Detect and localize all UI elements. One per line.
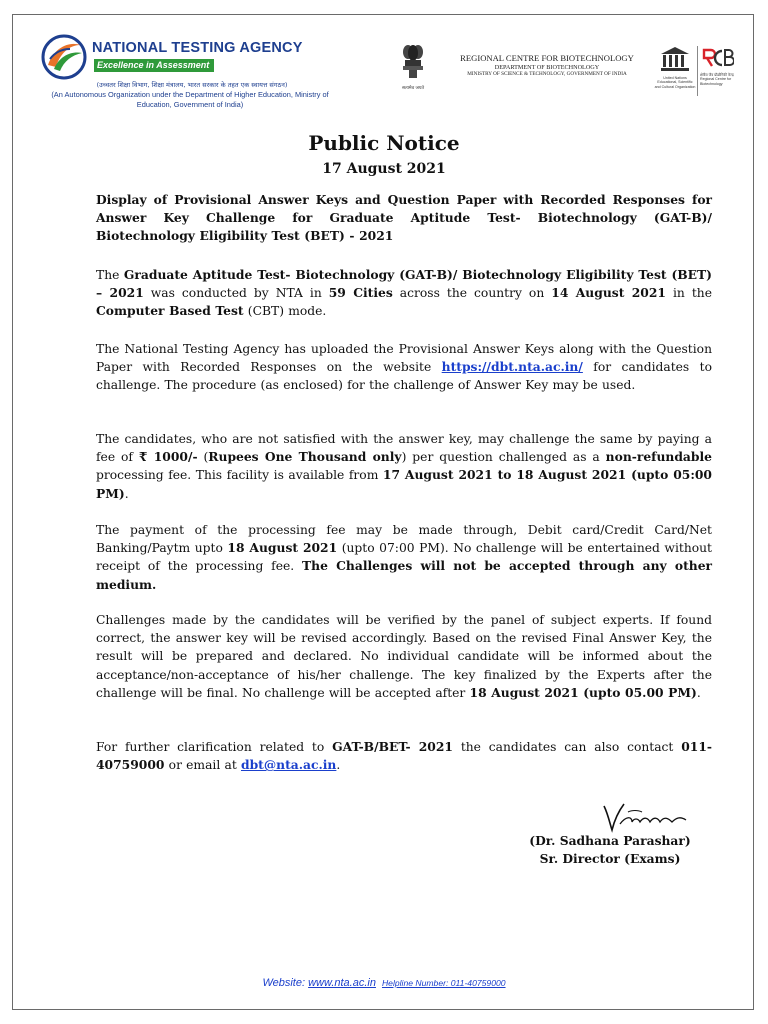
signature-image <box>598 800 690 834</box>
rcb-logo-caption: क्षेत्रीय जैव प्रौद्योगिकी केन्द्र Regional Centre for Biotechnology <box>700 73 734 86</box>
paragraph-payment: The payment of the processing fee may be made through, Debit card/Credit Card/Net Banking/Paytm upto 18 August 2021 (upto 07:00 PM). No challenge will be entertained without receipt of the processing fee. The Challenges will not be accepted through any other medium. <box>96 523 712 592</box>
signatory-name: (Dr. Sadhana Parashar) <box>529 833 691 848</box>
footer <box>0 977 768 989</box>
rcb-title: REGIONAL CENTRE FOR BIOTECHNOLOGY <box>460 53 634 63</box>
website-link[interactable]: https://dbt.nta.ac.in/ <box>441 359 583 375</box>
signatory-designation: Sr. Director (Exams) <box>539 851 681 867</box>
notice-title: Public Notice <box>308 131 460 155</box>
helpline-number: Helpline Number: 011-40759000 <box>381 978 506 988</box>
nta-description: (An Autonomous Organization under the Department of Higher Education, Ministry of Education, Government of India) <box>51 90 329 109</box>
notice-date: 17 August 2021 <box>322 161 446 177</box>
rcb-logo-icon <box>702 46 734 70</box>
paragraph-answer-keys: The National Testing Agency has uploaded the Provisional Answer Keys along with the Question Paper with Recorded Responses on the website https://dbt.nta.ac.in/ for candidates to challenge. The procedure (as enclosed) for the challenge of Answer Key may be used. <box>96 342 713 393</box>
rcb-ministry: MINISTRY OF SCIENCE & TECHNOLOGY, GOVERNMENT OF INDIA <box>467 71 627 77</box>
notice-subject: Display of Provisional Answer Keys and Question Paper with Recorded Responses for Answer Key Challenge for Graduate Aptitude Test- Biotechnology (GAT-B)/ Biotechnology Eligibility Test (BET) - 2021 <box>96 192 712 244</box>
nta-name: NATIONAL TESTING AGENCY <box>92 40 303 56</box>
email-link[interactable]: dbt@nta.ac.in <box>240 757 337 773</box>
paragraph-verification: Challenges made by the candidates will be verified by the panel of subject experts. If found correct, the answer key will be revised accordingly. Based on the revised Final Answer Key, the result will be prepared and declared. No individual candidate will be informed about the acceptance/non-acceptance of his/her challenge. The key finalized by the Experts after the challenge will be final. No challenge will be accepted after 18 August 2021 (upto 05.00 PM). <box>96 613 712 700</box>
footer-website-link[interactable]: www.nta.ac.in <box>308 977 376 989</box>
emblem-caption: सत्यमेव जयते <box>401 86 425 91</box>
unesco-caption: United Nations Educational, Scientific and Cultural Organization <box>654 76 696 89</box>
signatory-block <box>520 832 700 868</box>
unesco-logo-icon <box>660 46 690 72</box>
nta-hindi-subtitle: (उच्चतर शिक्षा विभाग, शिक्षा मंत्रालय, भारत सरकार के तहत एक स्वायत्त संगठन) <box>96 81 288 89</box>
national-emblem-icon <box>400 42 426 82</box>
website-label: Website: <box>262 977 309 989</box>
paragraph-contact: For further clarification related to GAT-B/BET- 2021 the candidates can also contact 011-40759000 or email at dbt@nta.ac.in. <box>96 739 712 773</box>
header-divider <box>697 46 698 96</box>
rcb-header <box>437 53 657 78</box>
nta-tagline: Excellence in Assessment <box>94 59 214 72</box>
paragraph-exam-conducted: The Graduate Aptitude Test- Biotechnology (GAT-B)/ Biotechnology Eligibility Test (BET) – 2021 was conducted by NTA in 59 Cities across the country on 14 August 2021 in the Computer Based Test (CBT) mode. <box>96 267 712 319</box>
rcb-department: DEPARTMENT OF BIOTECHNOLOGY <box>494 64 600 71</box>
nta-logo-icon <box>40 33 88 81</box>
paragraph-challenge-fee: The candidates, who are not satisfied with the answer key, may challenge the same by paying a fee of ₹ 1000/- (Rupees One Thousand only) per question challenged as a non-refundable processing fee. This facility is available from 17 August 2021 to 18 August 2021 (upto 05:00 PM). <box>96 432 712 501</box>
